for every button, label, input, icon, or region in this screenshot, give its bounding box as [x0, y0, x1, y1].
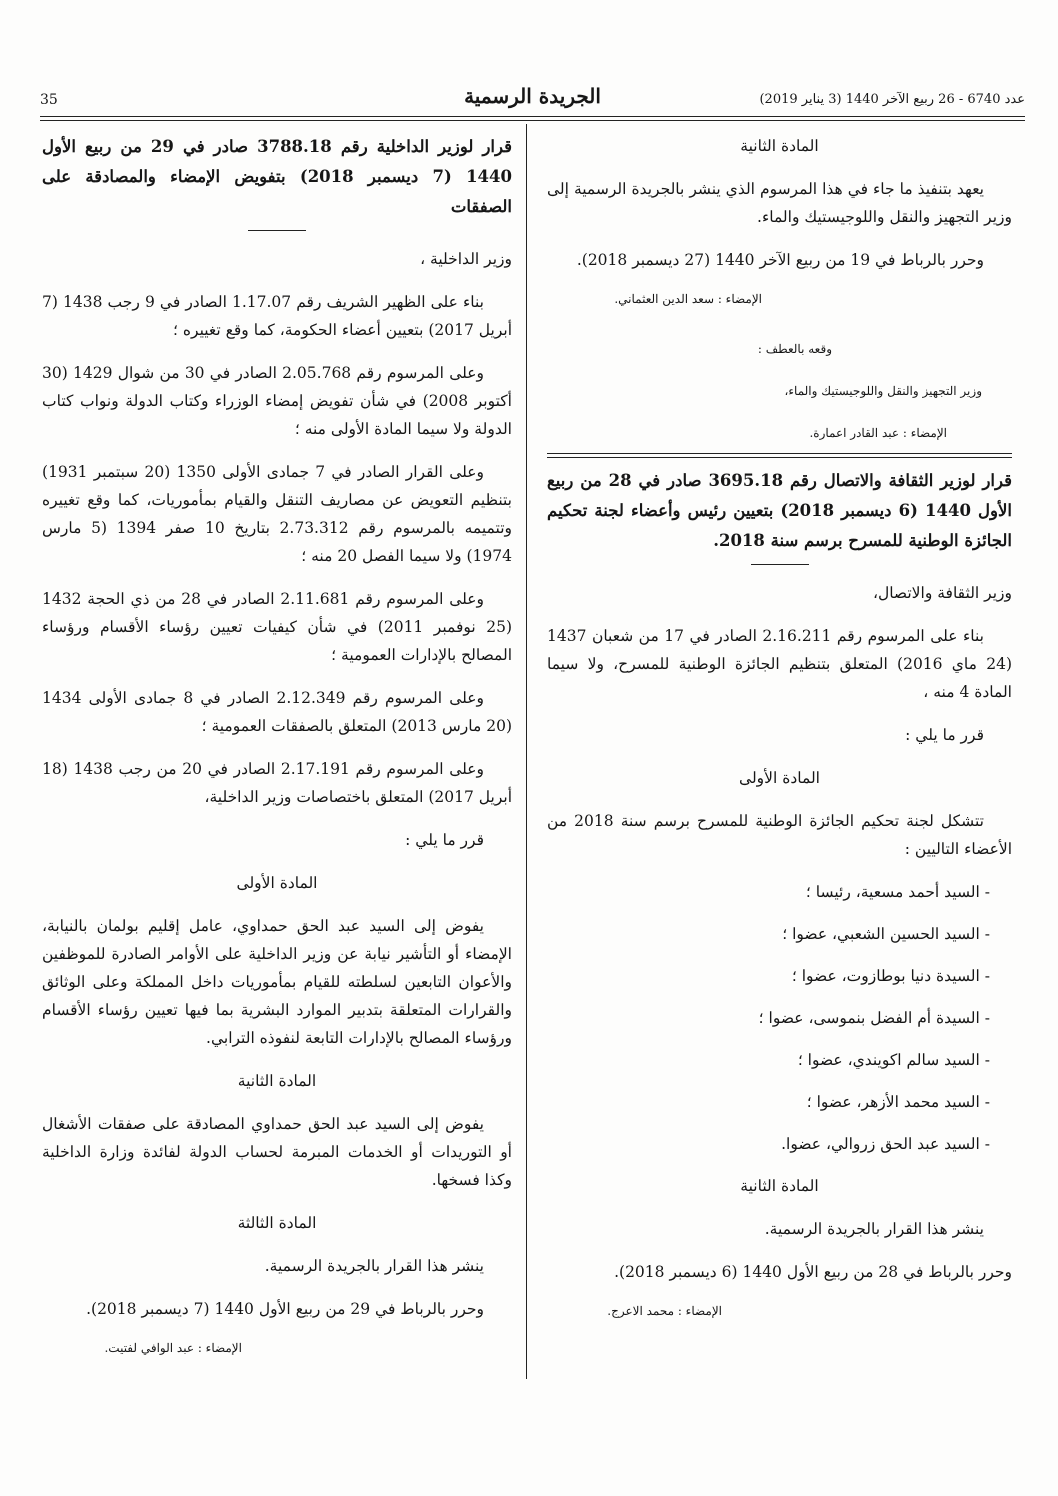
decision-title: قرار لوزير الثقافة والاتصال رقم 3695.18 صادر في 28 من ربيع الأول 1440 (6 ديسمبر 2018) بتعيين رئيس وأعضاء لجنة تحكيم الجائزة الوطنية للمسرح برسم سنة 2018. [547, 471, 1012, 550]
signature: الإمضاء : سعد الدين العثماني. [614, 292, 762, 306]
article-heading: المادة الأولى [739, 769, 820, 787]
preamble: بناء على المرسوم رقم 2.16.211 الصادر في 17 من شعبان 1437 (24 ماي 2016) المتعلق بتنظيم الجائزة الوطنية للمسرح، ولا سيما المادة 4 منه ، [547, 627, 1012, 701]
column-divider [526, 124, 527, 1379]
preamble: بناء على الظهير الشريف رقم 1.17.07 الصادر في 9 رجب 1438 (7 أبريل 2017) بتعيين أعضاء الحكومة، كما وقع تغييره ؛ [42, 293, 512, 339]
left-column [42, 132, 512, 1358]
minister-signature: الإمضاء : عبد القادر اعمارة. [809, 426, 947, 440]
member-item: - السيد عبد الحق زروالي، عضوا. [781, 1135, 990, 1153]
member-item: - السيد أحمد مسعية، رئيسا ؛ [805, 883, 990, 901]
page-number: 35 [40, 92, 58, 108]
title-underline [751, 564, 809, 565]
member-item: - السيد الحسين الشعبي، عضوا ؛ [782, 925, 990, 943]
preamble: وعلى المرسوم رقم 2.05.768 الصادر في 30 من شوال 1429 (30 أكتوبر 2008) في شأن تفويض إمضاء الوزراء وكتاب الدولة ونواب كتاب الدولة ولا سيما المادة الأولى منه ؛ [42, 364, 512, 438]
decision-title: قرار لوزير الداخلية رقم 3788.18 صادر في 29 من ربيع الأول 1440 (7 ديسمبر 2018) بتفويض الإمضاء والمصادقة على الصفقات [42, 137, 512, 216]
minister-name: وزير الثقافة والاتصال، [872, 584, 1012, 602]
right-column [547, 132, 1012, 1321]
preamble: وعلى المرسوم رقم 2.17.191 الصادر في 20 من رجب 1438 (18 أبريل 2017) المتعلق باختصاصات وزير الداخلية، [42, 760, 512, 806]
article-text: يعهد بتنفيذ ما جاء في هذا المرسوم الذي ينشر بالجريدة الرسمية إلى وزير التجهيز والنقل واللوجيستيك والماء. [547, 180, 1012, 226]
article-heading: المادة الأولى [236, 874, 318, 892]
article-text: ينشر هذا القرار بالجريدة الرسمية. [264, 1257, 484, 1275]
done-at: وحرر بالرباط في 19 من ربيع الآخر 1440 (27 ديسمبر 2018). [576, 251, 984, 269]
minister-name: وزير الداخلية ، [420, 250, 512, 268]
decides-label: قرر ما يلي : [905, 726, 984, 744]
header-rule-thin [40, 120, 1025, 121]
preamble: وعلى المرسوم رقم 2.11.681 الصادر في 28 من ذي الحجة 1432 (25 نوفمبر 2011) في شأن كيفيات تعيين رؤساء الأقسام ورؤساء المصالح بالإدارات العمومية ؛ [42, 590, 512, 664]
article-text: ينشر هذا القرار بالجريدة الرسمية. [764, 1220, 984, 1238]
issue-number: عدد 6740 - 26 ربيع الآخر 1440 (3 يناير 2019) [759, 92, 1025, 107]
header-rule [40, 116, 1025, 117]
signature: الإمضاء : محمد الاعرج. [607, 1304, 722, 1318]
article-heading: المادة الثانية [740, 1177, 819, 1195]
signature: الإمضاء : عبد الوافي لفتيت. [104, 1341, 242, 1355]
section-separator [547, 453, 1012, 458]
done-at: وحرر بالرباط في 28 من ربيع الأول 1440 (6 ديسمبر 2018). [614, 1263, 1012, 1281]
done-at: وحرر بالرباط في 29 من ربيع الأول 1440 (7 ديسمبر 2018). [86, 1300, 484, 1318]
title-underline [248, 230, 306, 231]
member-item: - السيدة دنيا بوطازوت، عضوا ؛ [791, 967, 990, 985]
gazette-title: الجريدة الرسمية [464, 84, 601, 108]
article-text: تتشكل لجنة تحكيم الجائزة الوطنية للمسرح برسم سنة 2018 من الأعضاء التاليين : [547, 812, 1012, 858]
member-item: - السيد محمد الأزهر، عضوا ؛ [806, 1093, 990, 1111]
member-item: - السيد سالم اكويندي، عضوا ؛ [797, 1051, 990, 1069]
article-heading: المادة الثانية [237, 1072, 317, 1090]
article-heading: المادة الثانية [740, 137, 819, 155]
member-item: - السيدة أم الفضل بنموسى، عضوا ؛ [758, 1009, 990, 1027]
decides-label: قرر ما يلي : [405, 831, 484, 849]
preamble: وعلى المرسوم رقم 2.12.349 الصادر في 8 جمادى الأولى 1434 (20 مارس 2013) المتعلق بالصفقات العمومية ؛ [42, 689, 512, 735]
article-text: يفوض إلى السيد عبد الحق حمداوي المصادقة على صفقات الأشغال أو التوريدات أو الخدمات المبرمة لحساب الدولة لفائدة وزارة الداخلية وكذا فسخها. [42, 1115, 512, 1189]
page-header [40, 84, 1025, 114]
countersigned-label: وقعه بالعطف : [757, 342, 832, 356]
minister-role: وزير التجهيز والنقل واللوجيستيك والماء، [784, 384, 982, 398]
article-text: يفوض إلى السيد عبد الحق حمداوي، عامل إقليم بولمان بالنيابة، الإمضاء أو التأشير نيابة عن وزير الداخلية على الأوامر الصادرة للموظفين والأعوان التابعين لسلطته للقيام بمأموريات داخل المملكة وعلى الوثائق والقرارات المتعلقة بتدبير الموارد البشرية بما فيها تعيين رؤساء الأقسام ورؤساء المصالح بالإدارات التابعة لنفوذه الترابي. [42, 917, 512, 1047]
article-heading: المادة الثالثة [237, 1214, 317, 1232]
preamble: وعلى القرار الصادر في 7 جمادى الأولى 1350 (20 سبتمبر 1931) بتنظيم التعويض عن مصاريف التنقل والقيام بمأموريات، كما وقع تغييره وتتميمه بالمرسوم رقم 2.73.312 بتاريخ 10 صفر 1394 (5 مارس 1974) ولا سيما الفصل 20 منه ؛ [42, 463, 512, 565]
